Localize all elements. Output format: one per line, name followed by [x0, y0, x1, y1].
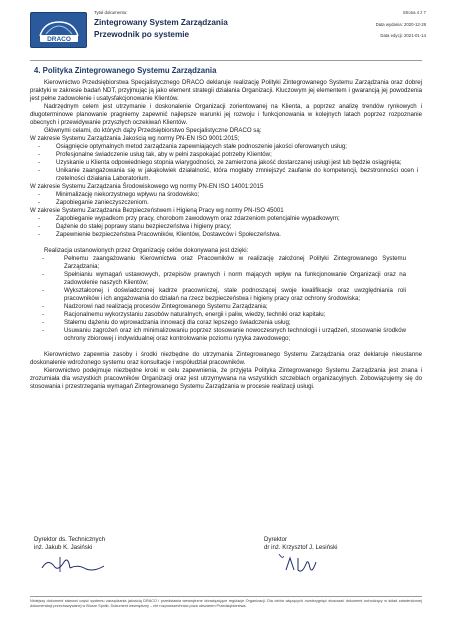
page-number: Strona 4 z 7 [402, 10, 426, 15]
footer-divider [30, 596, 422, 597]
header-divider [30, 60, 422, 61]
list-item: - Zapobieganie zanieczyszczeniom. [30, 199, 422, 207]
svg-text:DRACO: DRACO [46, 36, 71, 43]
closing-paragraph: Kierownictwo zapewnia zasoby i środki niezbędne do utrzymania Zintegrowanego Systemu Zarządzania oraz deklaruje nieustanne doskonalenie wdrożonego systemu oraz konsultacje i współudział pracowników. [30, 351, 422, 366]
footer-notice: Niniejszy dokument stanowi część systemu zarządzania jakością DRACO i przedstawia wewnętrzne obowiązujące regulacje Organizacji. Dla celów więzących rozstrzygnięć stosować dokument wchodzący w skład zatwierdzonej dokumentacji przechowywanej w Biurze Spółki. Dokument wewnętrzny – nie rozpowszechniać poza obszarem Przedsiębiorstwa. [30, 599, 422, 608]
list-item: - Profesjonalne świadczenie usług tak, aby w pełni zaspokajać potrzeby Klientów; [30, 151, 422, 159]
signer-title: Dyrektor ds. Technicznych [34, 536, 106, 543]
realization-heading: Realizacja ustanowionych przez Organizację celów dokonywana jest dzięki: [44, 247, 249, 254]
intro-paragraph: Nadrzędnym celem jest utrzymanie i doskonalenie Organizacji zorientowanej na Klienta, a poprzez analizę trendów rynkowych i długoterminowe planowanie pragniemy zapewnić najlepsze warunki jej rozwoju i funkcjonowania w kolejnych latach poprzez rozpoznanie obecnych i przewidywanie przyszłych oczekiwań Klientów. [30, 103, 422, 126]
intro-paragraph: Kierownictwo Przedsiębiorstwa Specjalistycznego DRACO deklaruje realizację Polityki Zintegrowanego Systemu Zarządzania oraz dobrej praktyki w zakresie badań NDT, przyjmując ją jako element strategii działania Organizacji. Kluczowym jej elementem i gwarancją jej powodzenia jest pełne zadowolenie i usatysfakcjonowanie Klientów. [30, 79, 422, 102]
spacer [30, 343, 422, 351]
quality-system-heading: W zakresie Systemu Zarządzania Jakością wg normy PN-EN ISO 9001:2015; [30, 135, 240, 142]
director-signature [264, 536, 354, 576]
goals-intro: Głównymi celami, do których dąży Przedsiębiorstwo Specjalistyczne DRACO są: [44, 127, 262, 134]
list-item: - Racjonalnemu wykorzystaniu zasobów naturalnych, energii i paliw, wiedzy, techniki oraz kapitału; [30, 311, 422, 319]
environment-goals-list [30, 191, 422, 207]
list-item: - Usuwaniu zagrożeń oraz ich minimalizowaniu poprzez stosowanie nowoczesnych technologii i urządzeń, stosowanie środków ochrony zbiorowej i indywidualnej oraz kontrolowanie poziomu ryzyka zawodowego; [30, 327, 422, 343]
doc-title: Zintegrowany System Zarządzania [94, 18, 228, 27]
environment-system-heading: W zakresie Systemu Zarządzania Środowiskowego wg normy PN-EN ISO 14001:2015 [30, 183, 264, 190]
company-logo [30, 12, 87, 48]
signer-name: inż. Jakub K. Jasiński [34, 544, 93, 551]
handwritten-signature [264, 554, 354, 576]
doc-label: Tytuł dokumentu: [94, 10, 128, 15]
header-meta [316, 10, 426, 40]
list-item: - Unikanie zaangażowania się w jakąkolwiek działalność, która mogłaby zmniejszyć zaufanie do kompetencji, bezstronności ocen i rzetelności działania Laboratorium. [30, 167, 422, 183]
safety-system-heading: W zakresie Systemu Zarządzania Bezpieczeństwem i Higieną Pracy wg normy PN-ISO 45001 [30, 207, 284, 214]
list-item: - Osiągnięcie optymalnych metod zarządzania zapewniających stałe podnoszenie jakości oferowanych usług; [30, 143, 422, 151]
document-body [30, 66, 422, 391]
list-item: - Stałemu dążeniu do wprowadzania innowacji dla coraz lepszego świadczenia usług; [30, 319, 422, 327]
list-item: - Dążenie do stałej poprawy stanu bezpieczeństwa i higieny pracy; [30, 223, 422, 231]
document-header [30, 10, 426, 62]
technical-director-signature [34, 536, 124, 576]
signer-name: dr inż. Krzysztof J. Lesiński [264, 544, 338, 551]
spacer [30, 239, 422, 247]
closing-paragraph: Kierownictwo podejmuje niezbędne kroki w celu zapewnienia, że przyjęta Polityka Zintegrowanego Systemu Zarządzania jest znana i zrozumiała dla wszystkich pracowników Organizacji oraz jest utrzymywana na wszystkich szczeblach organizacyjnych. Zobowiązujemy się do stosowania i przestrzegania wymagań Zintegrowanego Systemu Zarządzania w procesie realizacji usługi. [30, 367, 422, 390]
list-item: - Minimalizację niekorzystnego wpływu na środowisko; [30, 191, 422, 199]
handwritten-signature [34, 554, 124, 576]
doc-subtitle: Przewodnik po systemie [94, 30, 190, 39]
list-item: - Uzyskanie u Klienta odpowiedniego stopnia wiarygodności, ze zamierzona jakość dostarczanej usługi jest lub będzie osiągnięta; [30, 159, 422, 167]
list-item: - Spełnianiu wymagań ustawowych, przepisów prawnych i norm mających wpływ na funkcjonowanie Organizacji oraz na zadowolenie naszych Klientów; [30, 271, 422, 287]
release-date: Data wydania: 2020-12-28 [375, 21, 426, 27]
list-item: - Zapewnienie bezpieczeństwa Pracowników, Klientów, Dostawców i Społeczeństwa. [30, 231, 422, 239]
quality-goals-list [30, 143, 422, 183]
list-item: - Pełnemu zaangażowaniu Kierownictwa oraz Pracowników w realizację założonej Polityki Zintegrowanego Systemu Zarządzania; [30, 255, 422, 271]
list-item: - Wykształconej i doświadczonej kadrze pracowniczej, stale podnoszącej swoje kwalifikacje oraz uwzględniania roli pracowników i ich angażowania do działań na rzecz bezpieczeństwa i higieny pracy oraz ochrony środowiska; [30, 287, 422, 303]
safety-goals-list [30, 215, 422, 239]
realization-list [30, 255, 422, 343]
list-item: - Nadzorowi nad realizacją procesów Zintegrowanego Systemu Zarządzania; [30, 303, 422, 311]
signer-title: Dyrektor [264, 536, 288, 543]
section-heading: 4. Polityka Zintegrowanego Systemu Zarządzania [34, 66, 217, 75]
signature-block [30, 536, 422, 592]
header-title-block [94, 10, 334, 40]
update-date: Data edycji: 2021-01-14 [380, 33, 426, 38]
list-item: - Zapobieganie wypadkom przy pracy, chorobom zawodowym oraz zdarzeniom potencjalnie wypadkowym; [30, 215, 422, 223]
